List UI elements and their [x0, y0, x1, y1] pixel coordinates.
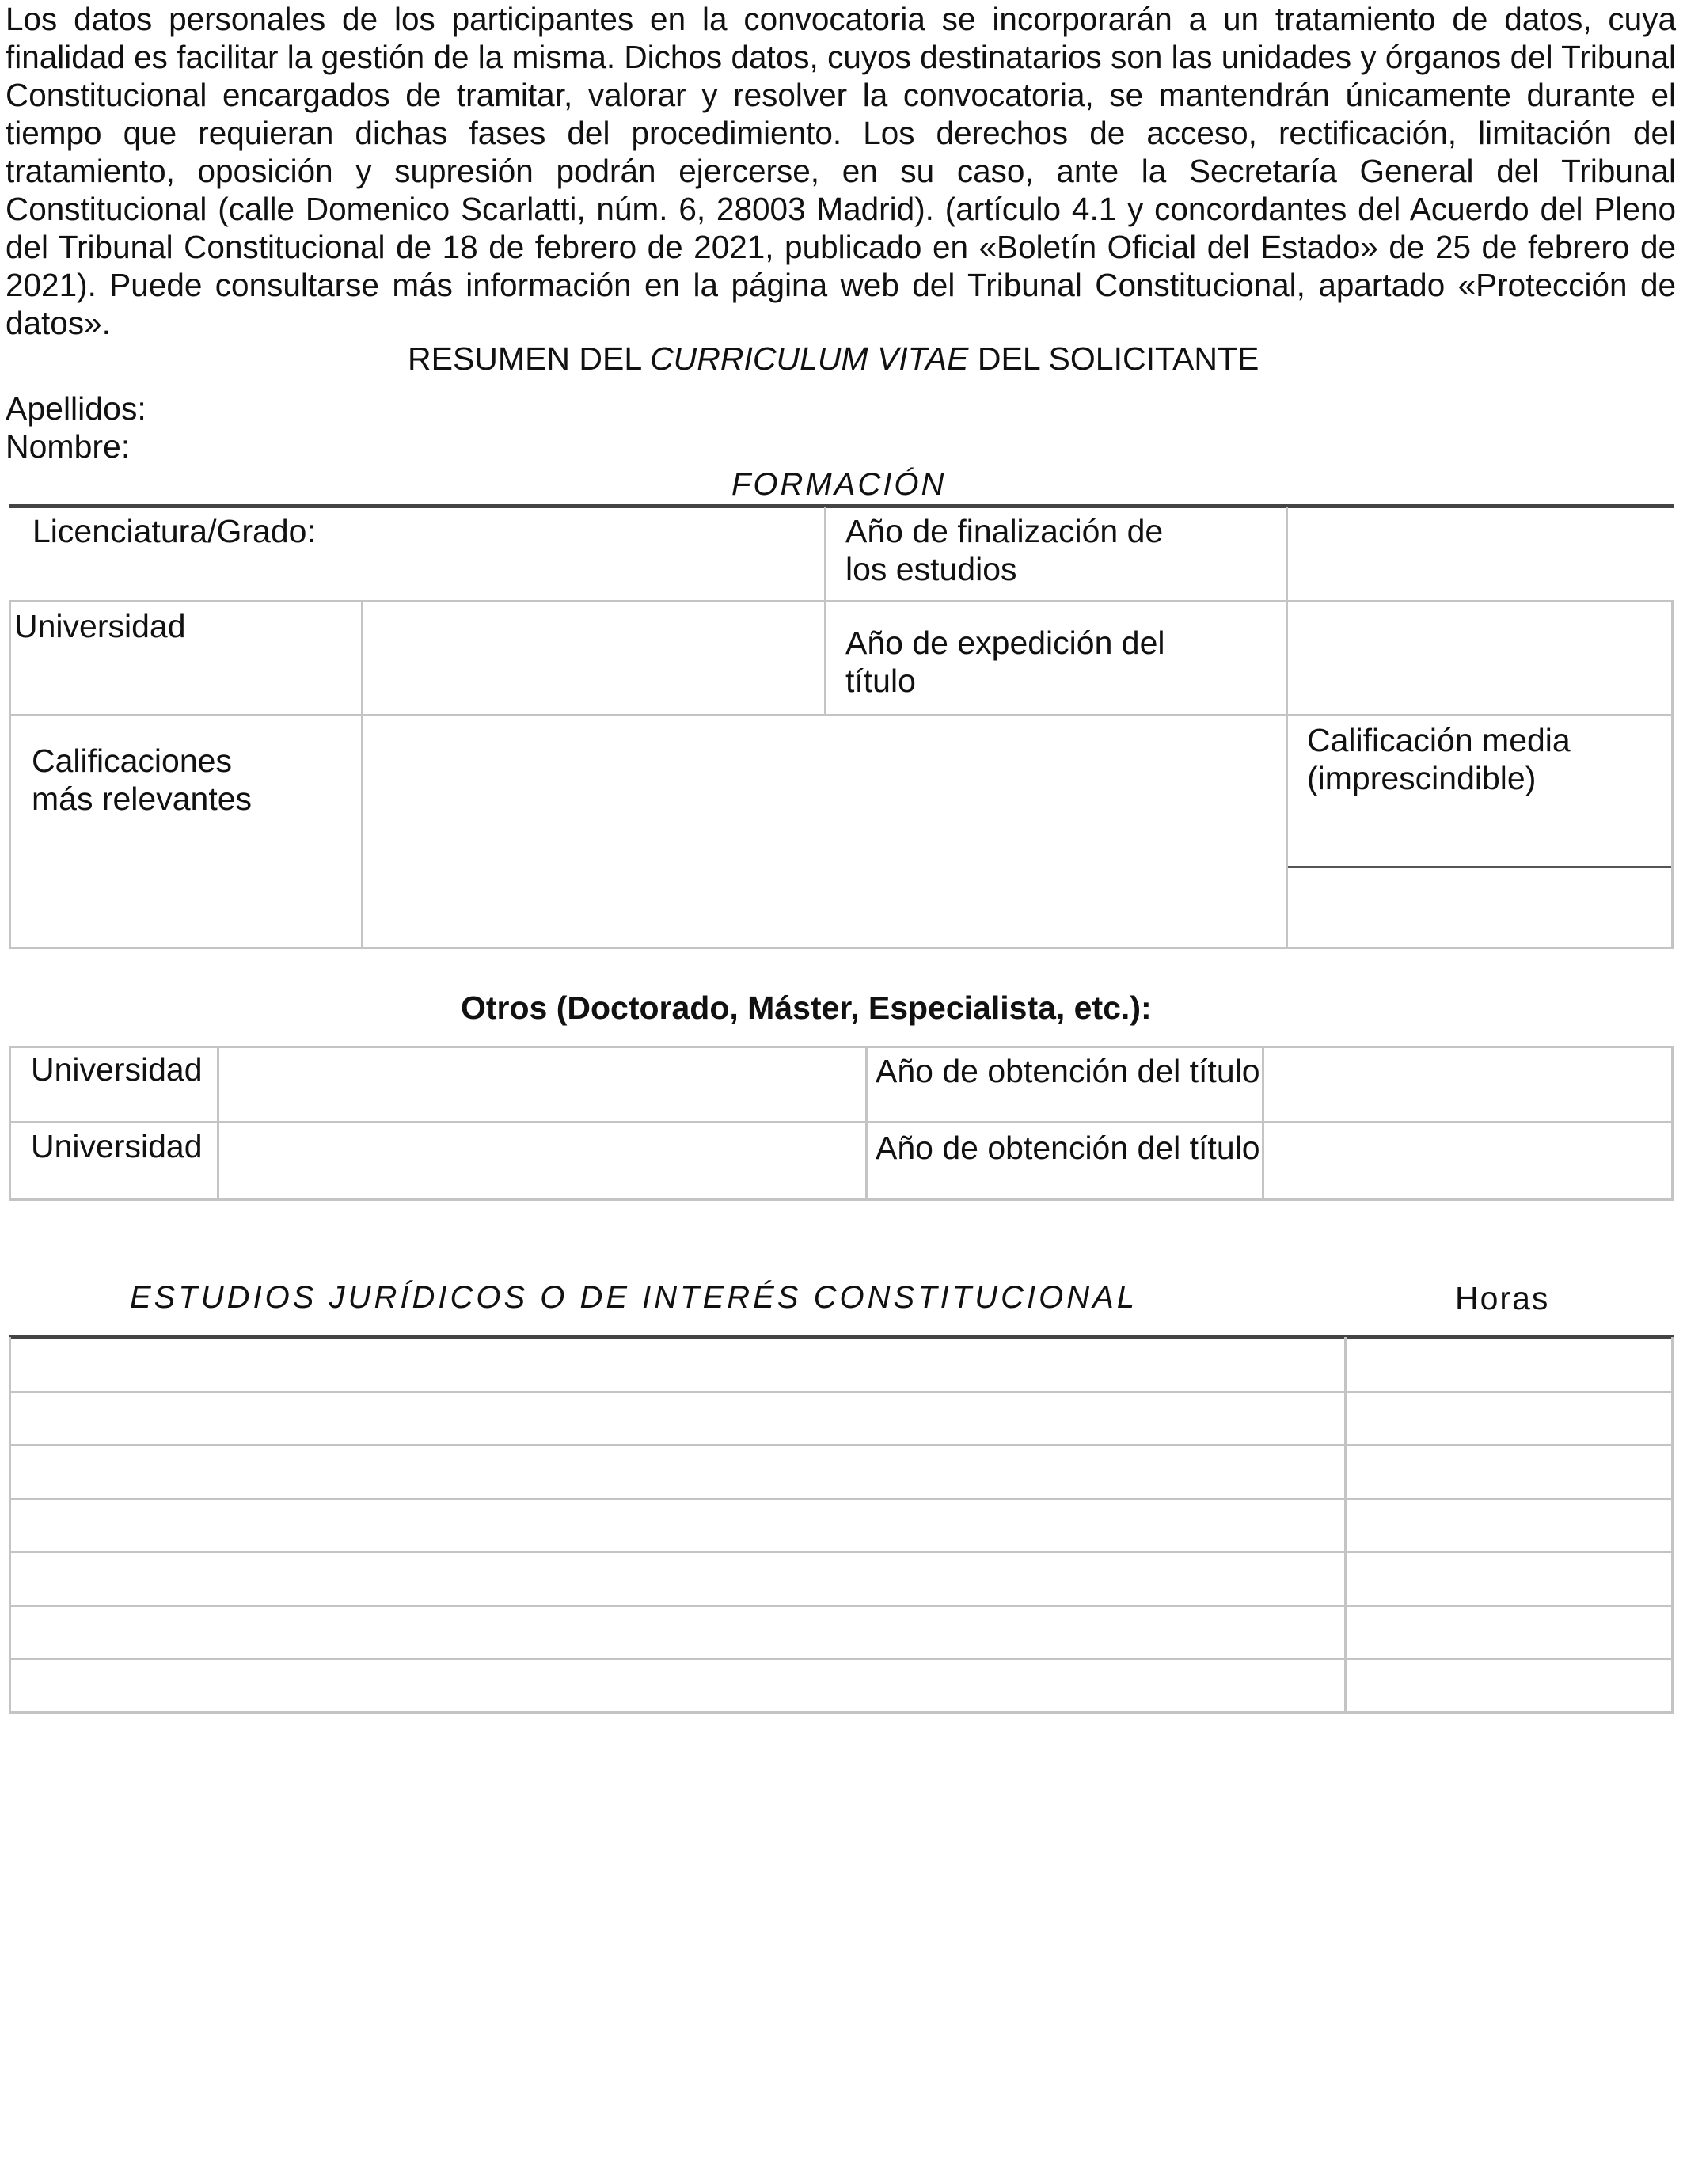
otros-row-line — [9, 1198, 1674, 1201]
estudios-row-line — [9, 1711, 1674, 1714]
otros-universidad-field[interactable] — [219, 1123, 865, 1198]
otros-universidad-label: Universidad — [31, 1128, 203, 1164]
estudios-title: ESTUDIOS JURÍDICOS O DE INTERÉS CONSTITUCIONAL — [130, 1280, 1138, 1315]
privacy-notice-text: Los datos personales de los participantes en la convocatoria se incorporarán a un tratamiento de datos, cuya finalidad es facilitar la gestión de la misma. Dichos datos, cuyos destinatarios son las unidades y órganos del Tribunal Constitucional encargados de tramitar, valorar y resolver la convocatoria, se mantendrán únicamente durante el tiempo que requieran dichas fases del procedimiento. Los derechos de acceso, rectificación, limitación del tratamiento, oposición y supresión podrán ejercerse, en su caso, ante la Secretaría General del Tribunal Constitucional (calle Domenico Scarlatti, núm. 6, 28003 Madrid). (artículo 4.1 y concordantes del Acuerdo del Pleno del Tribunal Constitucional de 18 de febrero de 2021, publicado en «Boletín Oficial del Estado» de 25 de febrero de 2021). Puede consultarse más información en la página web del Tribunal Constitucional, apartado «Protección de datos». — [6, 1, 1676, 341]
otros-anio-field[interactable] — [1264, 1048, 1671, 1121]
apellidos-label: Apellidos: — [6, 390, 146, 427]
estudios-horas-field[interactable] — [1347, 1659, 1671, 1711]
cv-summary-prefix: RESUMEN DEL — [408, 340, 641, 377]
anio-expedicion-label: Año de expedición del título — [845, 625, 1165, 699]
otros-universidad-field[interactable] — [219, 1048, 865, 1121]
formacion-col-line — [824, 507, 826, 716]
licenciatura-label: Licenciatura/Grado: — [32, 513, 316, 549]
estudios-horas-field[interactable] — [1347, 1445, 1671, 1497]
otros-col-line — [1671, 1046, 1674, 1201]
estudios-horas-field[interactable] — [1347, 1499, 1671, 1551]
otros-universidad-label: Universidad — [31, 1051, 203, 1088]
anio-expedicion-field[interactable] — [1288, 602, 1671, 714]
estudios-entry-field[interactable] — [11, 1552, 1344, 1604]
otros-title: Otros (Doctorado, Máster, Especialista, etc.): — [461, 989, 1152, 1026]
estudios-col-line — [1671, 1337, 1674, 1711]
anio-finalizacion-field[interactable] — [1288, 507, 1671, 600]
formacion-col-line — [1671, 600, 1674, 949]
estudios-entry-field[interactable] — [11, 1339, 1344, 1390]
formacion-bottom-line — [9, 947, 1674, 949]
otros-anio-label: Año de obtención del título — [876, 1053, 1260, 1089]
estudios-horas-field[interactable] — [1347, 1392, 1671, 1444]
otros-anio-field[interactable] — [1264, 1123, 1671, 1198]
estudios-horas-field[interactable] — [1347, 1339, 1671, 1390]
formacion-title: FORMACIÓN — [731, 467, 947, 502]
universidad-field[interactable] — [363, 602, 824, 714]
estudios-entry-field[interactable] — [11, 1606, 1344, 1658]
anio-finalizacion-label: Año de finalización de los estudios — [845, 513, 1164, 587]
formacion-col-line — [9, 600, 11, 949]
estudios-horas-field[interactable] — [1347, 1552, 1671, 1604]
estudios-col-line — [1344, 1337, 1347, 1711]
nombre-label: Nombre: — [6, 428, 131, 465]
estudios-horas-field[interactable] — [1347, 1606, 1671, 1658]
universidad-label: Universidad — [14, 608, 186, 644]
calificacion-media-field[interactable] — [1288, 868, 1671, 947]
cv-summary-italic: CURRICULUM VITAE — [650, 340, 969, 377]
otros-anio-label: Año de obtención del título — [876, 1130, 1260, 1166]
calificaciones-label: Calificaciones más relevantes — [32, 743, 253, 817]
cv-summary-heading — [408, 340, 1259, 378]
otros-col-line — [865, 1046, 868, 1201]
estudios-entry-field[interactable] — [11, 1499, 1344, 1551]
estudios-col-line — [9, 1337, 11, 1711]
otros-col-line — [9, 1046, 11, 1201]
cv-summary-suffix: DEL SOLICITANTE — [977, 340, 1259, 377]
privacy-notice — [6, 0, 1676, 342]
estudios-entry-field[interactable] — [11, 1392, 1344, 1444]
licenciatura-field[interactable] — [11, 507, 824, 600]
horas-label: Horas — [1455, 1280, 1550, 1316]
calificaciones-field[interactable] — [363, 716, 1286, 947]
calificacion-media-label: Calificación media (imprescindible) — [1307, 722, 1571, 796]
estudios-entry-field[interactable] — [11, 1659, 1344, 1711]
estudios-entry-field[interactable] — [11, 1445, 1344, 1497]
